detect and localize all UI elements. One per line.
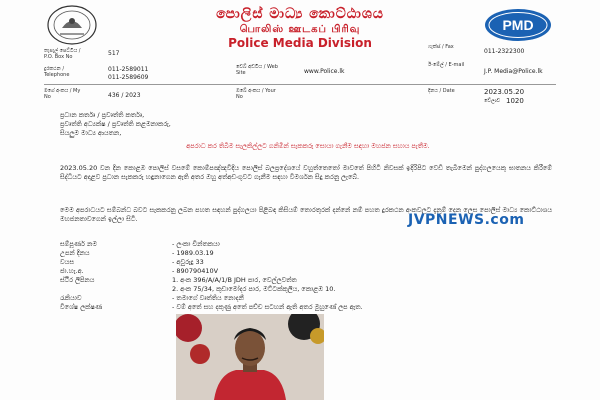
title-tamil: பொலிஸ் ஊடகப் பிரிவு (239, 24, 361, 35)
website-label: වෙබ් අඩවිය / Web Site (236, 64, 278, 76)
telephone-label: දුරකථන / Telephone (44, 66, 70, 78)
your-no-label: ඔබේ අංකය / Your No (236, 88, 276, 100)
salutation-line-3: සියලුම මාධ්‍ය ආයතන, (60, 129, 122, 137)
my-no-value: 436 / 2023 (108, 92, 141, 99)
time-value: 1020 (506, 97, 524, 105)
site-watermark: JVPNEWS.com (408, 212, 525, 228)
pobox-value: 517 (108, 50, 120, 57)
title-english: Police Media Division (228, 36, 372, 50)
email-label: ඊ-මේල් / E-mail (428, 62, 465, 68)
salutation-line-1: ප්‍රධාන කර්තෘ / ප්‍රවෘත්ති කර්තෘ, (60, 111, 145, 119)
detail-label: ස්ථිර ලිපිනය (60, 276, 95, 284)
detail-label: රැකියාව (60, 294, 82, 302)
header-divider (44, 84, 556, 85)
paragraph-1: 2023.05.20 වන දින කොළඹ පොලිස් වසමේ කොම්පඤ්ඤවීදිය පොලිස් බලප්‍රදේශයේ වහුත්තෙතෝ මාවතේ පිහිටි නිවසක් ඉදිරිපිට වෙඩි තැබීමෙන් පුද්ගලයෙකු ඝාතනය කිරීමේ සිද්ධියට අදාළව ප්‍රධාන සැකකරු හඳුනාගෙන ඇති අතර ඔහු අත්අඩංගුවට ගැනීම සඳහා විමර්ශන සිදු කරනු ලැබේ. (60, 164, 552, 181)
detail-label: උපන් දිනය (60, 249, 90, 257)
detail-value: - තමාගේ වෘත්තිය නොදනී (172, 294, 244, 302)
website-value: www.Police.lk (304, 68, 345, 75)
title-sinhala: පොලිස් මාධ්‍ය කොට්ඨාශය (216, 6, 384, 22)
fax-value: 011-2322300 (484, 48, 525, 55)
pobox-label: තැපැල් පෙට්ටිය / P.O. Box No (44, 48, 81, 60)
paragraph-2: මෙම අපරාධයට සම්බන්ධ බවට සැකකරනු ලබන පහත සඳහන් පුද්ගලයා පිළිබඳ කිසියම් තොරතුරක් දන්නේ නම් පහත දුරකථන අංකවලට දැනුම් දෙන ලෙස පොලිස් මාධ්‍ය කොට්ඨාශය මහජනතාවගෙන් ඉල්ලා සිටී. (60, 206, 552, 223)
detail-value: - වම් අතේ සහ දකුණු අතේ පච්ච සටහන් ඇති අතර මුහුණේ ලප ඇත. (172, 303, 363, 311)
suspect-photo (176, 314, 324, 400)
detail-label: විශේෂ ලක්ෂණ (60, 303, 103, 311)
detail-value: - ලංකා චින්තකයා (172, 240, 220, 248)
fax-label: ෆැක්ස් / Fax (428, 44, 454, 50)
salutation-line-2: ප්‍රවෘත්ති අධ්‍යක්ෂ / ප්‍රවෘත්ති කළමනාකරු, (60, 120, 171, 128)
date-value: 2023.05.20 (484, 88, 525, 96)
detail-value: - 890790410V (172, 267, 219, 275)
time-label: වේලාව (484, 98, 501, 104)
telephone-value-1: 011-2589011 (108, 66, 149, 73)
detail-label: වයස (60, 258, 75, 266)
detail-label: සම්පූර්ණ නම (60, 240, 97, 248)
detail-label: ජා.හැ.අ. (60, 267, 84, 275)
date-label: දිනය / Date (428, 88, 455, 94)
subject-title: අපරාධ කර තිබීම සැලකිල්ලට ගනිමින් සැකකරු සොයා ගැනීම සඳහා මහජන සහාය පැතීම. (186, 142, 430, 150)
detail-value: - 1989.03.19 (172, 249, 214, 257)
telephone-value-2: 011-2589609 (108, 74, 149, 81)
pmd-logo-icon (484, 8, 552, 42)
my-no-label: මගේ අංකය / My No (44, 88, 81, 100)
email-value: J.P. Media@Police.lk (484, 68, 543, 75)
detail-value: 2. අංක 75/34, කුඩාමෝදර පාර, මට්ටක්කුලිය, කොළඹ 10. (172, 285, 336, 293)
detail-value: 1. අංක 396/A/A/1/B JDH පාර, වෙල්ලවත්ත (172, 276, 297, 284)
detail-value: - අවුරුදු 33 (172, 258, 204, 266)
svg-text:PMD: PMD (502, 17, 534, 33)
